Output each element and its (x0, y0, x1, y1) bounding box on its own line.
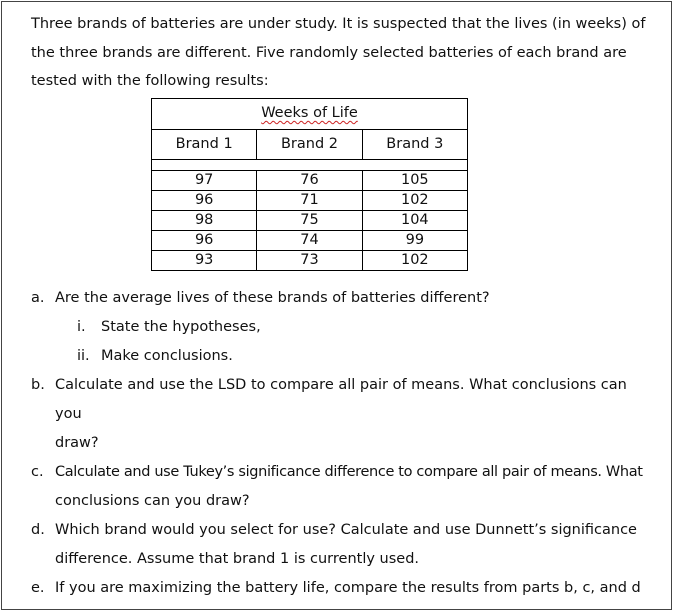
question-c (31, 458, 656, 516)
table-row (152, 170, 467, 190)
question-label: i. (77, 319, 86, 335)
question-label: ii. (77, 348, 90, 364)
document-body (31, 10, 656, 96)
table-row (152, 230, 467, 250)
column-header: Brand 2 (256, 130, 361, 159)
intro-line: Three brands of batteries are under study. It is suspected that the lives (in weeks) of (31, 16, 646, 32)
intro-paragraph (31, 10, 656, 96)
table-cell: 97 (194, 172, 214, 188)
question-text: conclusions can you draw? (55, 493, 250, 509)
question-list (31, 284, 656, 603)
question-text: draw? (55, 435, 99, 451)
question-text: If you are maximizing the battery life, compare the results from parts b, c, and d (55, 580, 641, 596)
column-header: Brand 3 (362, 130, 467, 159)
question-text: difference. Assume that brand 1 is currently used. (55, 551, 420, 567)
weeks-of-life-table (151, 98, 468, 271)
question-a (31, 284, 656, 313)
table-cell: 104 (362, 211, 467, 230)
column-header: Brand 1 (175, 136, 233, 152)
table-spacer (152, 159, 467, 170)
question-text: Which brand would you select for use? Calculate and use Dunnett’s significance (55, 522, 637, 538)
intro-line: the three brands are different. Five randomly selected batteries of each brand are (31, 44, 627, 61)
question-e (31, 574, 656, 603)
table-cell: 73 (256, 251, 361, 270)
table-header-row (152, 130, 467, 160)
table-cell: 96 (194, 232, 214, 248)
question-text: Make conclusions. (101, 348, 233, 364)
table-cell: 105 (362, 171, 467, 190)
question-label: a. (31, 290, 45, 306)
table-cell: 98 (194, 212, 214, 228)
question-text: Calculate and use Tukey’s significance difference to compare all pair of means. What (55, 464, 643, 480)
table-row (152, 210, 467, 230)
question-b (31, 371, 656, 458)
question-label: c. (31, 464, 44, 480)
question-d (31, 516, 656, 574)
table-row (152, 190, 467, 210)
table-cell: 93 (194, 252, 214, 268)
intro-line: tested with the following results: (31, 73, 269, 89)
table-cell: 102 (362, 191, 467, 210)
question-label: b. (31, 377, 45, 393)
table-cell: 74 (256, 231, 361, 250)
question-label: d. (31, 522, 45, 538)
table-cell: 71 (256, 191, 361, 210)
question-label: e. (31, 580, 45, 596)
table-cell: 96 (194, 192, 214, 208)
table-title-row (152, 99, 467, 130)
table-cell: 102 (362, 251, 467, 270)
question-text: Are the average lives of these brands of batteries different? (55, 290, 490, 306)
table-cell: 76 (256, 171, 361, 190)
question-text: State the hypotheses, (101, 319, 261, 335)
question-a-ii (31, 342, 656, 371)
question-a-i (31, 313, 656, 342)
question-text: Calculate and use the LSD to compare all pair of means. What conclusions can you (55, 377, 627, 422)
table-title: Weeks of Life (261, 105, 358, 121)
table-cell: 75 (256, 211, 361, 230)
table-row (152, 250, 467, 270)
table-cell: 99 (362, 231, 467, 250)
